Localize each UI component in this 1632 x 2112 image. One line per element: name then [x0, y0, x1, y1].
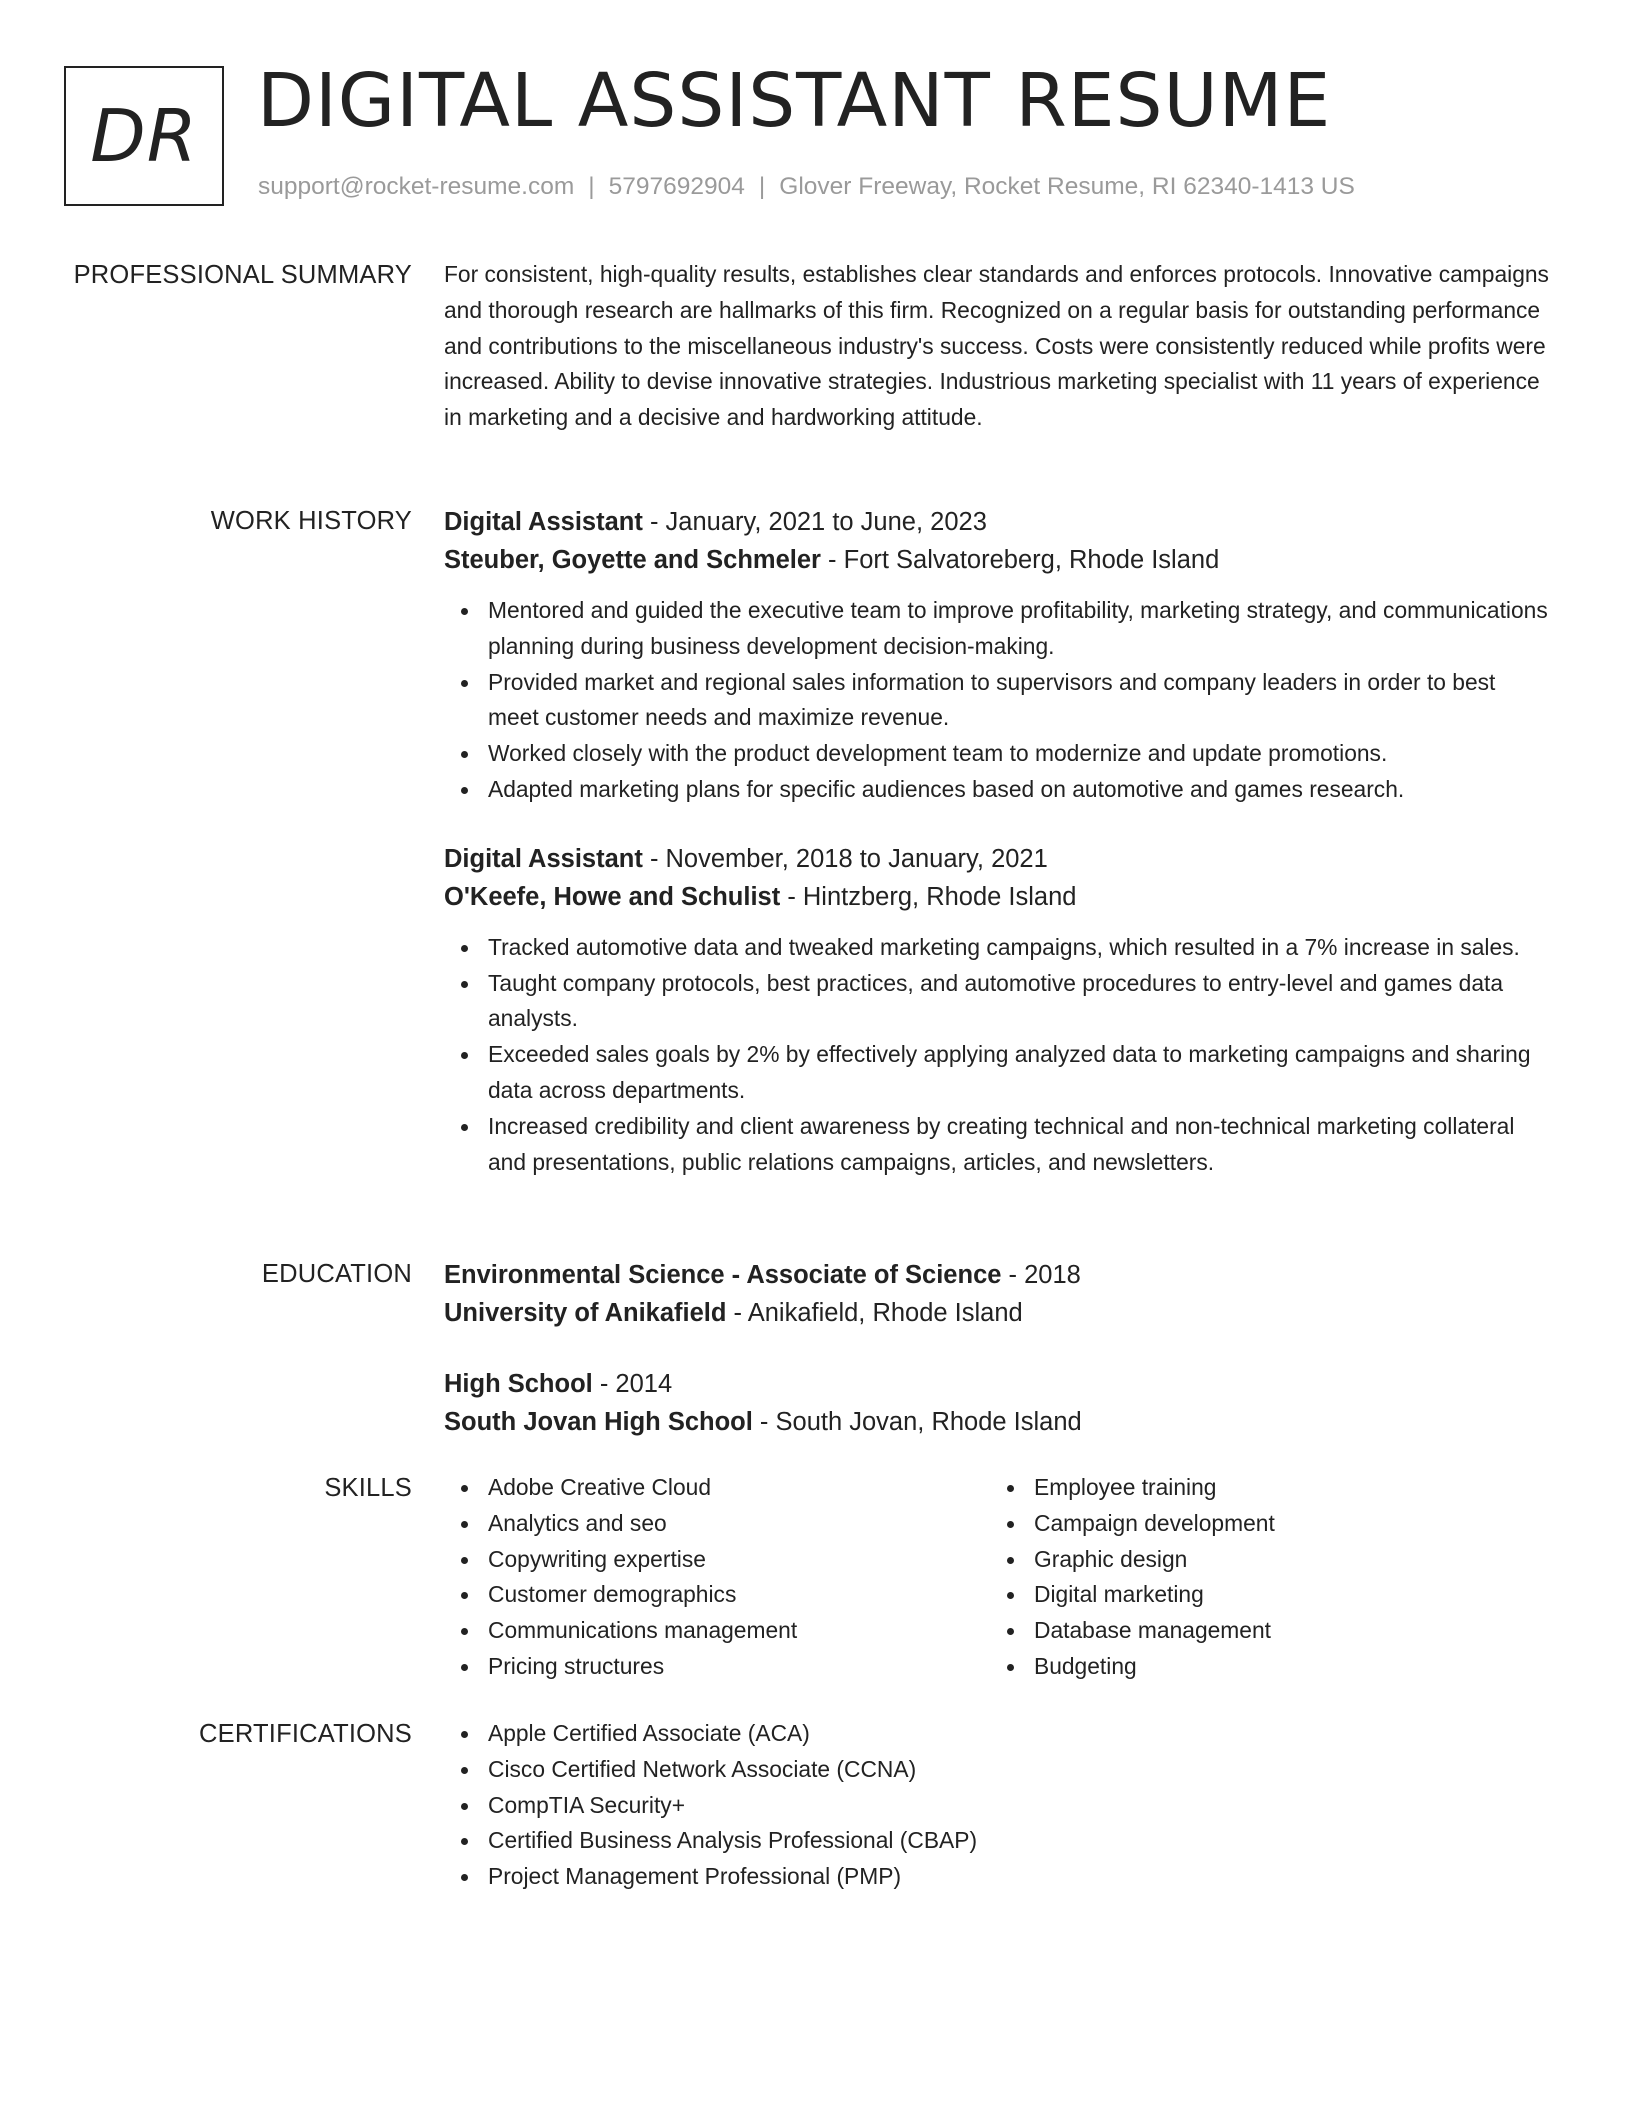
certifications-list — [444, 1716, 1552, 1895]
skill-item: Database management — [990, 1613, 1536, 1649]
school: South Jovan High School — [444, 1408, 753, 1436]
degree: High School — [444, 1370, 593, 1398]
skill-item: Copywriting expertise — [444, 1542, 990, 1578]
job-bullets — [444, 593, 1552, 808]
certification-item: Cisco Certified Network Associate (CCNA) — [444, 1752, 1552, 1788]
job-location: - Fort Salvatoreberg, Rhode Island — [820, 546, 1220, 574]
skill-item: Customer demographics — [444, 1577, 990, 1613]
section-label-work-history: WORK HISTORY — [210, 507, 412, 535]
job-bullet: Worked closely with the product development team to modernize and update promotions. — [444, 736, 1552, 772]
section-label-skills: SKILLS — [324, 1474, 412, 1502]
skill-item: Pricing structures — [444, 1649, 990, 1685]
job-bullet: Increased credibility and client awareness by creating technical and non-technical marketing collateral and presentations, public relations campaigns, articles, and newsletters. — [444, 1109, 1552, 1181]
skill-item: Budgeting — [990, 1649, 1536, 1685]
job-title-line — [444, 840, 1552, 878]
job-dates: - January, 2021 to June, 2023 — [642, 508, 987, 536]
skill-item: Adobe Creative Cloud — [444, 1470, 990, 1506]
contact-separator: | — [758, 173, 766, 200]
job-bullet: Taught company protocols, best practices, and automotive procedures to entry-level and games data analysts. — [444, 966, 1552, 1038]
job-entry — [444, 840, 1552, 1181]
skill-item: Analytics and seo — [444, 1506, 990, 1542]
skills-list-left — [444, 1470, 990, 1685]
school: University of Anikafield — [444, 1299, 727, 1327]
certification-item: Project Management Professional (PMP) — [444, 1859, 1552, 1895]
job-bullet: Provided market and regional sales information to supervisors and company leaders in order to best meet customer needs and maximize revenue. — [444, 665, 1552, 737]
degree-year: - 2018 — [1001, 1261, 1081, 1289]
contact-phone[interactable]: 5797692904 — [608, 173, 745, 200]
job-entry — [444, 503, 1552, 808]
job-company-line — [444, 541, 1552, 579]
degree-line — [444, 1365, 1552, 1403]
job-title: Digital Assistant — [444, 508, 643, 536]
certification-item: Apple Certified Associate (ACA) — [444, 1716, 1552, 1752]
job-bullet: Tracked automotive data and tweaked marketing campaigns, which resulted in a 7% increase in sales. — [444, 930, 1552, 966]
job-dates: - November, 2018 to January, 2021 — [642, 844, 1048, 873]
job-company: Steuber, Goyette and Schmeler — [444, 546, 821, 574]
skill-item: Graphic design — [990, 1542, 1536, 1578]
certification-item: Certified Business Analysis Professional (CBAP) — [444, 1823, 1552, 1859]
job-title: Digital Assistant — [444, 844, 643, 873]
skill-item: Campaign development — [990, 1506, 1536, 1542]
contact-email[interactable]: support@rocket-resume.com — [258, 173, 575, 200]
job-location: - Hintzberg, Rhode Island — [780, 882, 1077, 911]
degree: Environmental Science - Associate of Science — [444, 1261, 1002, 1289]
job-bullets — [444, 930, 1552, 1181]
contact-line — [258, 173, 1355, 201]
skills-list-right — [990, 1470, 1536, 1685]
degree-line — [444, 1256, 1552, 1294]
section-label-summary: PROFESSIONAL SUMMARY — [73, 261, 412, 289]
job-title-line — [444, 503, 1552, 541]
section-label-education: EDUCATION — [261, 1260, 412, 1288]
education-entry — [444, 1365, 1552, 1441]
summary-text: For consistent, high-quality results, establishes clear standards and enforces protocols. Innovative campaigns and thorough research are hallmarks of this firm. Recognized on a regular basis for outstanding performance and contributions to the miscellaneous industry's success. Costs were consistently reduced while profits were increased. Ability to devise innovative strategies. Industrious marketing specialist with 11 years of experience in marketing and a decisive and hardworking attitude. — [444, 261, 1549, 431]
school-location: - Anikafield, Rhode Island — [726, 1299, 1023, 1327]
resume-title: DIGITAL ASSISTANT RESUME — [257, 58, 1332, 144]
job-company-line — [444, 878, 1552, 916]
skill-item: Communications management — [444, 1613, 990, 1649]
skill-item: Digital marketing — [990, 1577, 1536, 1613]
contact-address: Glover Freeway, Rocket Resume, RI 62340-1413 US — [779, 173, 1355, 200]
job-bullet: Adapted marketing plans for specific audiences based on automotive and games research. — [444, 772, 1552, 808]
job-bullet: Exceeded sales goals by 2% by effectively applying analyzed data to marketing campaigns and sharing data across departments. — [444, 1037, 1552, 1109]
school-line — [444, 1403, 1552, 1441]
school-location: - South Jovan, Rhode Island — [752, 1408, 1082, 1436]
skills-columns — [444, 1470, 1552, 1685]
job-bullet: Mentored and guided the executive team to improve profitability, marketing strategy, and communications planning during business development decision-making. — [444, 593, 1552, 665]
school-line — [444, 1294, 1552, 1332]
job-company: O'Keefe, Howe and Schulist — [444, 882, 781, 911]
skill-item: Employee training — [990, 1470, 1536, 1506]
education-entry — [444, 1256, 1552, 1332]
monogram-logo: DR — [64, 66, 224, 206]
certification-item: CompTIA Security+ — [444, 1788, 1552, 1824]
section-label-certifications: CERTIFICATIONS — [199, 1720, 412, 1748]
contact-separator: | — [588, 173, 595, 200]
degree-year: - 2014 — [592, 1370, 673, 1398]
